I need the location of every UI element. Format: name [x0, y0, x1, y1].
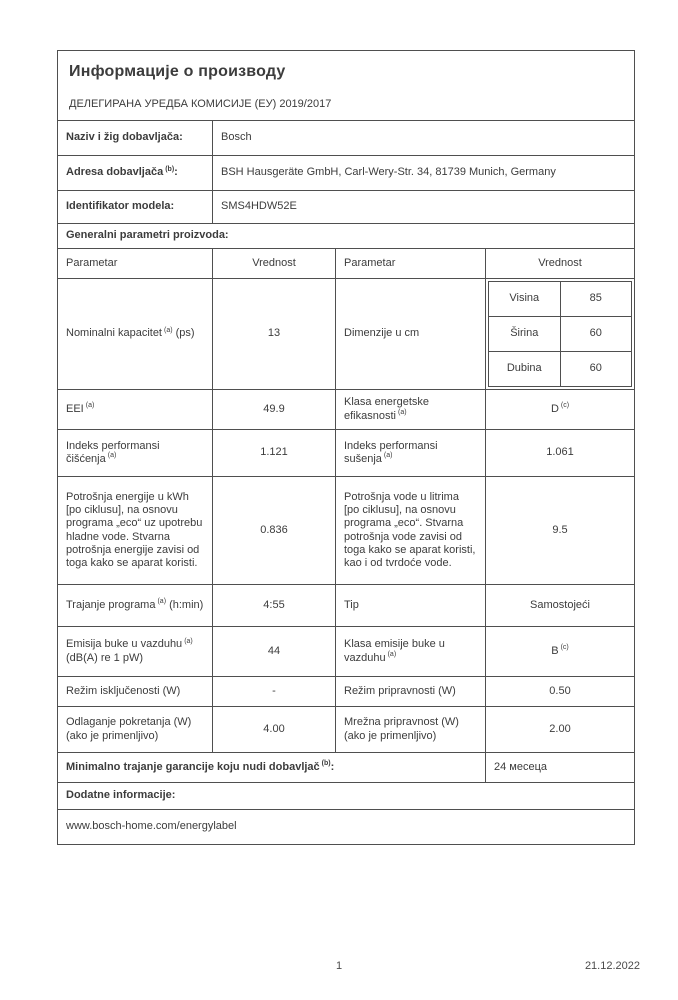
general-params-header-row: [58, 224, 635, 249]
warranty-row: [58, 753, 635, 783]
footnote-a-marker: (a): [85, 402, 95, 410]
product-fiche: [57, 50, 634, 845]
capacity-label: [58, 279, 213, 390]
consumption-row: [58, 477, 635, 585]
title-row: [58, 51, 635, 121]
col-header-parametar-2: Parametar: [336, 249, 486, 279]
cleaning-index-label: [58, 430, 213, 477]
energy-consumption-value: 0.836: [213, 477, 336, 585]
program-duration-row: [58, 585, 635, 627]
label-text: Klasa emisije buke u vazduhu: [344, 638, 445, 664]
type-label: Tip: [336, 585, 486, 627]
footnote-a-marker: (a): [383, 452, 393, 460]
warranty-value: 24 месеца: [486, 753, 635, 783]
col-header-vrednost-1: Vrednost: [213, 249, 336, 279]
supplier-address-value: BSH Hausgeräte GmbH, Carl-Wery-Str. 34, 81739 Munich, Germany: [213, 156, 635, 191]
page-title: Информације о производу: [69, 63, 286, 80]
additional-info-link-row: [58, 810, 635, 845]
eei-label: [58, 390, 213, 430]
dimension-height-value: 85: [560, 282, 632, 317]
supplier-name-value: Bosch: [213, 121, 635, 156]
footnote-b-marker: (b): [321, 760, 331, 768]
label-text: Trajanje programa: [66, 598, 156, 611]
energy-class-value: [486, 390, 635, 430]
footnote-b-marker: (b): [165, 165, 175, 173]
dimensions-subtable-cell: [486, 279, 635, 390]
label-text: Indeks performansi sušenja: [344, 439, 438, 465]
column-header-row: [58, 249, 635, 279]
value-text: B: [551, 644, 559, 657]
dimension-row-height: [489, 282, 632, 317]
document-date: 21.12.2022: [584, 960, 640, 972]
off-mode-label: Režim isključenosti (W): [58, 677, 213, 707]
label-text: Nominalni kapacitet: [66, 327, 162, 340]
label-text: Indeks performansi čišćenja: [66, 439, 160, 465]
col-header-vrednost-2: Vrednost: [486, 249, 635, 279]
additional-info-title: Dodatne informacije:: [58, 783, 635, 810]
label-colon: :: [174, 166, 178, 179]
performance-index-row: [58, 430, 635, 477]
capacity-dimensions-row: [58, 279, 635, 390]
dimension-row-width: [489, 317, 632, 352]
water-consumption-label: Potrošnja vode u litrima [po ciklusu], na osnovu programa „eco“. Stvarna potrošnja vode zavisi od toga kako se aparat koristi, kao i od tvrdoće vode.: [336, 477, 486, 585]
standby-mode-value: 0.50: [486, 677, 635, 707]
noise-emission-label: [58, 627, 213, 677]
supplier-name-row: [58, 121, 635, 156]
eei-value: 49.9: [213, 390, 336, 430]
energy-consumption-label: Potrošnja energije u kWh [po ciklusu], na osnovu programa „eco“ uz upotrebu hladne vode. Stvarna potrošnja energije zavisi od toga kako se aparat koristi.: [58, 477, 213, 585]
energy-label-url[interactable]: www.bosch-home.com/energylabel: [58, 810, 635, 845]
col-header-parametar-1: Parametar: [58, 249, 213, 279]
dimension-width-label: Širina: [489, 317, 561, 352]
dimension-height-label: Visina: [489, 282, 561, 317]
delay-start-label: Odlaganje pokretanja (W) (ako je primenljivo): [58, 707, 213, 753]
footnote-a-marker: (a): [164, 326, 173, 334]
model-id-value: SMS4HDW52E: [213, 191, 635, 224]
dimensions-subtable: [488, 281, 632, 387]
footnote-a-marker: (a): [387, 650, 397, 658]
label-text: Klasa energetske efikasnosti: [344, 396, 429, 422]
water-consumption-value: 9.5: [486, 477, 635, 585]
additional-info-header-row: [58, 783, 635, 810]
program-duration-label: [58, 585, 213, 627]
cleaning-index-value: 1.121: [213, 430, 336, 477]
dimension-depth-label: Dubina: [489, 352, 561, 387]
value-text: D: [550, 402, 559, 415]
title-block: [58, 51, 635, 121]
dimensions-label: Dimenzije u cm: [336, 279, 486, 390]
noise-emission-value: 44: [213, 627, 336, 677]
footnote-a-marker: (a): [157, 598, 167, 606]
page-number: 1: [335, 960, 343, 972]
supplier-address-row: [58, 156, 635, 191]
dimension-depth-value: 60: [560, 352, 632, 387]
dimension-row-depth: [489, 352, 632, 387]
delay-start-value: 4.00: [213, 707, 336, 753]
capacity-value: 13: [213, 279, 336, 390]
footnote-c-marker: (c): [560, 644, 569, 652]
footnote-a-marker: (a): [184, 637, 193, 645]
footnote-a-marker: (a): [107, 452, 117, 460]
networked-standby-value: 2.00: [486, 707, 635, 753]
off-mode-value: -: [213, 677, 336, 707]
supplier-address-label: [58, 156, 213, 191]
label-text: Minimalno trajanje garancije koju nudi dobavljač: [66, 760, 320, 773]
type-value: Samostojeći: [486, 585, 635, 627]
noise-row: [58, 627, 635, 677]
label-text: Adresa dobavljača: [66, 166, 164, 179]
label-suffix: (ps): [172, 327, 195, 340]
footnote-c-marker: (c): [560, 402, 570, 410]
label-suffix: (dB(A) re 1 pW): [66, 651, 144, 664]
drying-index-label: [336, 430, 486, 477]
eei-row: [58, 390, 635, 430]
energy-class-label: [336, 390, 486, 430]
warranty-label: [58, 753, 486, 783]
off-mode-row: [58, 677, 635, 707]
label-colon: :: [330, 760, 335, 773]
standby-mode-label: Režim pripravnosti (W): [336, 677, 486, 707]
noise-class-label: [336, 627, 486, 677]
supplier-name-label: Naziv i žig dobavljača:: [58, 121, 213, 156]
delay-start-row: [58, 707, 635, 753]
dimension-width-value: 60: [560, 317, 632, 352]
model-id-label: Identifikator modela:: [58, 191, 213, 224]
label-text: Emisija buke u vazduhu: [66, 638, 183, 651]
model-id-row: [58, 191, 635, 224]
program-duration-value: 4:55: [213, 585, 336, 627]
label-suffix: (h:min): [166, 598, 204, 611]
general-params-title: Generalni parametri proizvoda:: [58, 224, 635, 249]
drying-index-value: 1.061: [486, 430, 635, 477]
label-text: EEI: [66, 402, 84, 415]
product-info-table: [57, 50, 635, 845]
networked-standby-label: Mrežna pripravnost (W) (ako je primenljivo): [336, 707, 486, 753]
noise-class-value: [486, 627, 635, 677]
regulation-subtitle: ДЕЛЕГИРАНА УРЕДБА КОМИСИЈЕ (ЕУ) 2019/2017: [69, 98, 332, 111]
footnote-a-marker: (a): [397, 408, 407, 416]
